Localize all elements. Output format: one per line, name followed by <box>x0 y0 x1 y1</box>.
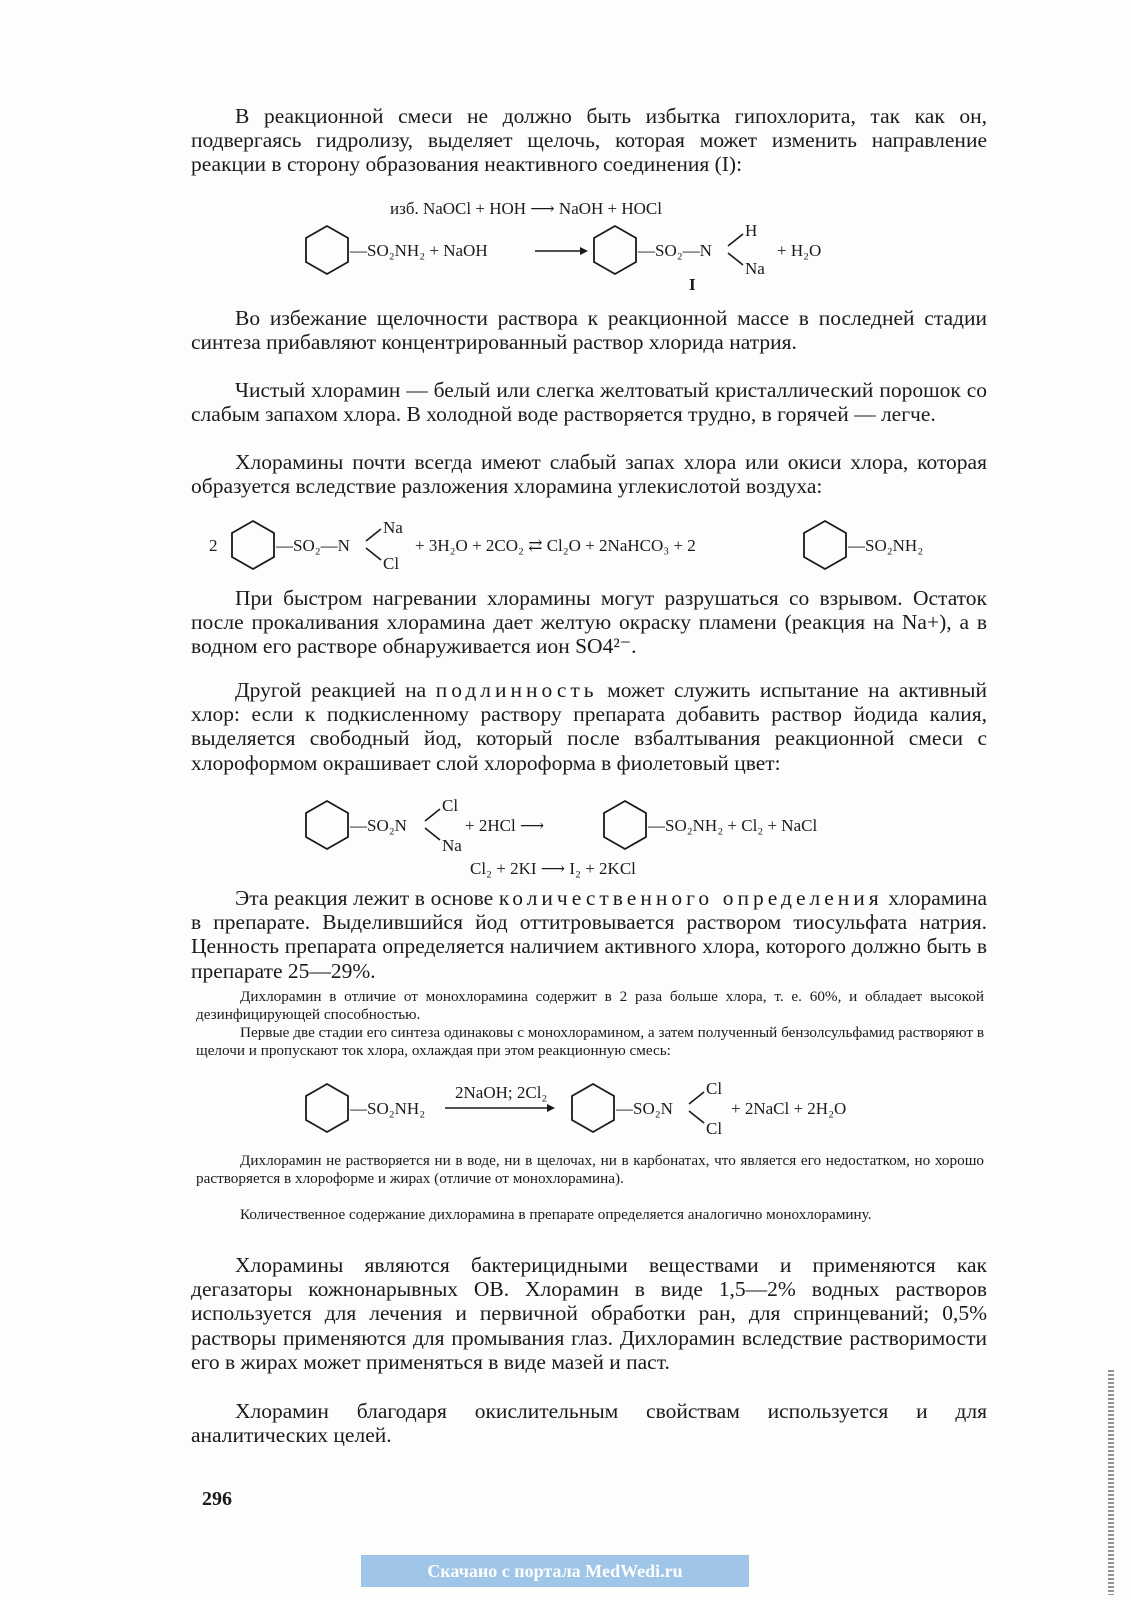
term-quantitative: количественного определения <box>498 886 883 910</box>
p7-start: Эта реакция лежит в основе <box>235 886 499 910</box>
eq3-group: —SO₂—N <box>276 536 350 555</box>
eq2-left-text: —SO₂NH₂ + NaOH <box>350 241 488 260</box>
eq3-coefficient: 2 <box>209 536 218 555</box>
paragraph-alkalinity: Во избежание щелочности раствора к реакционной массе в последней стадии синтеза прибавляют концентрированный раствор хлорида натрия. <box>191 306 987 355</box>
scan-edge-dots <box>1108 1370 1114 1595</box>
eq2-water: + H₂O <box>777 241 822 260</box>
benzene-ring-icon <box>306 801 348 849</box>
benzene-ring-icon <box>572 1084 614 1132</box>
eq2-H: H <box>745 221 758 240</box>
benzene-ring-icon <box>232 521 274 569</box>
download-banner[interactable]: Скачано с портала MedWedi.ru <box>361 1555 749 1587</box>
bond-up-icon <box>689 1092 704 1104</box>
equation-dichloramine <box>295 1078 895 1142</box>
paragraph-analytical: Хлорамин благодаря окислительным свойствам используется и для аналитических целей. <box>191 1399 987 1448</box>
eq6-Cl-top: Cl <box>706 1079 723 1098</box>
bond-down-icon <box>425 828 440 840</box>
paragraph-hypochlorite: В реакционной смеси не должно быть избытка гипохлорита, так как он, подвергаясь гидролизу, выделяет щелочь, которая может изменить направление реакции в сторону образования неактивного соединения (I): <box>191 104 987 177</box>
bond-up-icon <box>425 809 440 821</box>
bond-up-icon <box>366 529 381 541</box>
eq3-Cl: Cl <box>383 554 400 573</box>
bond-down-icon <box>689 1111 704 1123</box>
eq6-left: —SO₂NH₂ <box>350 1099 426 1118</box>
paragraph-applications: Хлорамины являются бактерицидными веществами и применяются как дегазаторы кожнонарывных ОВ. Хлорамин в виде 1,5—2% водных растворов используется для лечения и первичной обработки ран, для спринцеваний; 0,5% растворы применяются для промывания глаз. Дихлорамин вследствие растворимости его в жирах может применяться в виде мазей и паст. <box>191 1253 987 1374</box>
arrow-head-icon <box>547 1104 555 1112</box>
equation-sodium-salt <box>295 220 855 294</box>
paragraph-explosion: При быстром нагревании хлорамины могут разрушаться со взрывом. Остаток после прокаливания хлорамина дает желтую окраску пламени (реакция на Na+), а в водном его растворе обнаруживается ион SO4²⁻. <box>191 586 987 659</box>
eq4-Na: Na <box>442 836 462 855</box>
benzene-ring-icon <box>594 226 636 274</box>
equation-iodine <box>460 856 760 882</box>
eq4-middle: + 2HCl ⟶ <box>465 816 545 835</box>
eq4-group: —SO₂N <box>350 816 407 835</box>
small-dichloramine-quantity: Количественное содержание дихлорамина в препарате определяется аналогично монохлорамину. <box>240 1206 872 1223</box>
paragraph-authenticity <box>191 678 987 775</box>
paragraph-quantitative <box>191 886 987 983</box>
page-number: 296 <box>202 1488 232 1510</box>
paragraph-chlorine-smell: Хлорамины почти всегда имеют слабый запах хлора или окиси хлора, которая образуется вследствие разложения хлорамина углекислотой воздуха: <box>191 450 987 499</box>
arrow-head-icon <box>580 247 588 255</box>
equation-decomposition <box>205 515 985 583</box>
term-authenticity: подлинность <box>435 678 598 702</box>
p6-rest: может служить испытание на активный хлор: если к подкисленному раствору препарата добавить раствор йодида калия, выделяется свободный йод, который после взбалтывания реакционной смеси с хлороформом окрашивает слой хлороформа в фиолетовый цвет: <box>191 678 987 775</box>
eq6-group: —SO₂N <box>616 1099 673 1118</box>
eq2-right-group: —SO₂—N <box>638 241 712 260</box>
eq6-Cl-bottom: Cl <box>706 1119 723 1138</box>
benzene-ring-icon <box>306 226 348 274</box>
eq6-right: + 2NaCl + 2H₂O <box>731 1099 847 1118</box>
p6-start: Другой реакцией на <box>235 678 436 702</box>
p7-rest: хлорамина в препарате. Выделившийся йод оттитровывается раствором тиосульфата натрия. Ценность препарата определяется наличием активного хлора, которого должно быть в препарате 25—29%. <box>191 886 988 983</box>
bond-up-icon <box>728 234 743 246</box>
small-dichloramine-synthesis: Первые две стадии его синтеза одинаковы с монохлорамином, а затем полученный бензолсульфамид растворяют в щелочи и пропускают ток хлора, охлаждая при этом реакционную смесь: <box>196 1024 984 1059</box>
bond-down-icon <box>366 548 381 560</box>
paragraph-pure-chloramine: Чистый хлорамин — белый или слегка желтоватый кристаллический порошок со слабым запахом хлора. В холодной воде растворяется трудно, в горячей — легче. <box>191 378 987 427</box>
equation-hydrolysis-text: изб. NaOCl + HOH ⟶ NaOH + HOCl <box>390 199 662 218</box>
eq4-right: —SO₂NH₂ + Cl₂ + NaCl <box>648 816 818 835</box>
equation-hydrolysis <box>380 196 780 222</box>
equation-acid-reaction <box>295 795 895 861</box>
small-dichloramine-chlorine: Дихлорамин в отличие от монохлорамина содержит в 2 раза больше хлора, т. е. 60%, и обладает высокой дезинфицирующей способностью. <box>196 988 984 1023</box>
benzene-ring-icon <box>804 521 846 569</box>
compound-label-I: I <box>689 275 696 294</box>
eq2-Na: Na <box>745 259 765 278</box>
eq3-middle: + 3H₂O + 2CO₂ ⇄ Cl₂O + 2NaHCO₃ + 2 <box>415 536 696 555</box>
eq5-text: Cl₂ + 2KI ⟶ I₂ + 2KCl <box>470 859 636 878</box>
eq3-right: —SO₂NH₂ <box>848 536 924 555</box>
benzene-ring-icon <box>604 801 646 849</box>
small-dichloramine-solubility: Дихлорамин не растворяется ни в воде, ни в щелочах, ни в карбонатах, что является его недостатком, но хорошо растворяется в хлороформе и жирах (отличие от монохлорамина). <box>196 1152 984 1187</box>
benzene-ring-icon <box>306 1084 348 1132</box>
eq3-Na: Na <box>383 518 403 537</box>
eq6-condition: 2NaOH; 2Cl₂ <box>455 1083 548 1102</box>
eq4-Cl: Cl <box>442 796 459 815</box>
bond-down-icon <box>728 253 743 265</box>
